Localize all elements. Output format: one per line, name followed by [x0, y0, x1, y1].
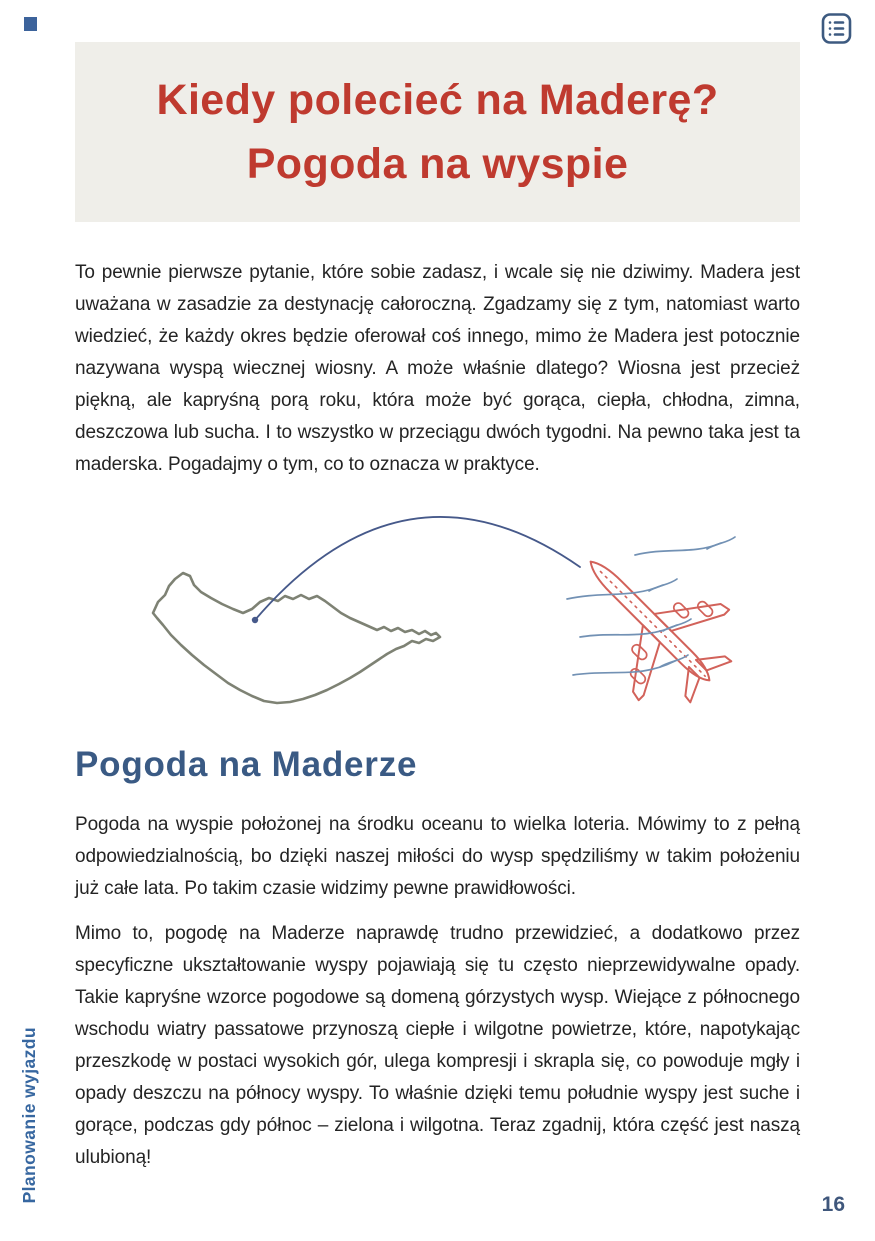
article-header — [75, 42, 800, 222]
page-title-line1: Kiedy polecieć na Maderę? — [156, 76, 719, 124]
page-number: 16 — [821, 1193, 845, 1216]
flight-path-arc — [252, 517, 580, 623]
article-body — [75, 257, 800, 1187]
section-heading: Pogoda na Maderze — [75, 745, 418, 784]
madeira-flight-illustration — [75, 503, 800, 741]
intro-paragraph: To pewnie pierwsze pytanie, które sobie zadasz, i wcale się nie dziwimy. Madera jest uważana w zasadzie za destynację całoroczną. Zgadzamy się z tym, natomiast warto wiedzieć, że każdy okres będzie oferował coś innego, mimo że Madera jest potocznie nazywana wyspą wiecznej wiosny. A może właśnie dlatego? Wiosna jest przecież piękną, ale kapryśną porą roku, która może być gorąca, ciepła, chłodna, zimna, deszczowa lub sucha. I to wszystko w przeciągu dwóch tygodni. Na pewno taka jest ta maderska. Pogadajmy o tym, co to oznacza w praktyce. — [75, 262, 800, 475]
blue-square-icon — [24, 17, 37, 31]
madeira-island-outline — [153, 573, 440, 703]
airplane-outline-icon — [545, 516, 756, 727]
page-title-line2: Pogoda na wyspie — [246, 140, 629, 188]
chapter-sidebar-label: Planowanie wyjazdu — [19, 1026, 39, 1203]
page-title — [156, 68, 718, 196]
body-paragraph: Pogoda na wyspie położonej na środku oceanu to wielka loteria. Mówimy to z pełną odpowiedzialnością, bo dzięki naszej miłości do wysp spędziliśmy w takim położeniu już całe lata. Po takim czasie widzimy pewne prawidłowości. — [75, 814, 800, 899]
body-paragraph: Mimo to, pogodę na Maderze naprawdę trudno przewidzieć, a dodatkowo przez specyficzne ukształtowanie wyspy pojawiają się tu często nieprzewidywalne opady. Takie kapryśne wzorce pogodowe są domeną górzystych wysp. Wiejące z północnego wschodu wiatry passatowe przynoszą ciepłe i wilgotne powietrze, które, napotykając przeszkodę w postaci wysokich gór, ulega kompresji i skrapla się, co powoduje mgły i opady deszczu na północy wyspy. To właśnie dzięki temu południe wyspy jest suche i gorące, podczas gdy północ – zielona i wilgotna. Teraz zgadnij, która część jest naszą ulubioną! — [75, 923, 800, 1168]
list-icon[interactable] — [821, 12, 852, 45]
